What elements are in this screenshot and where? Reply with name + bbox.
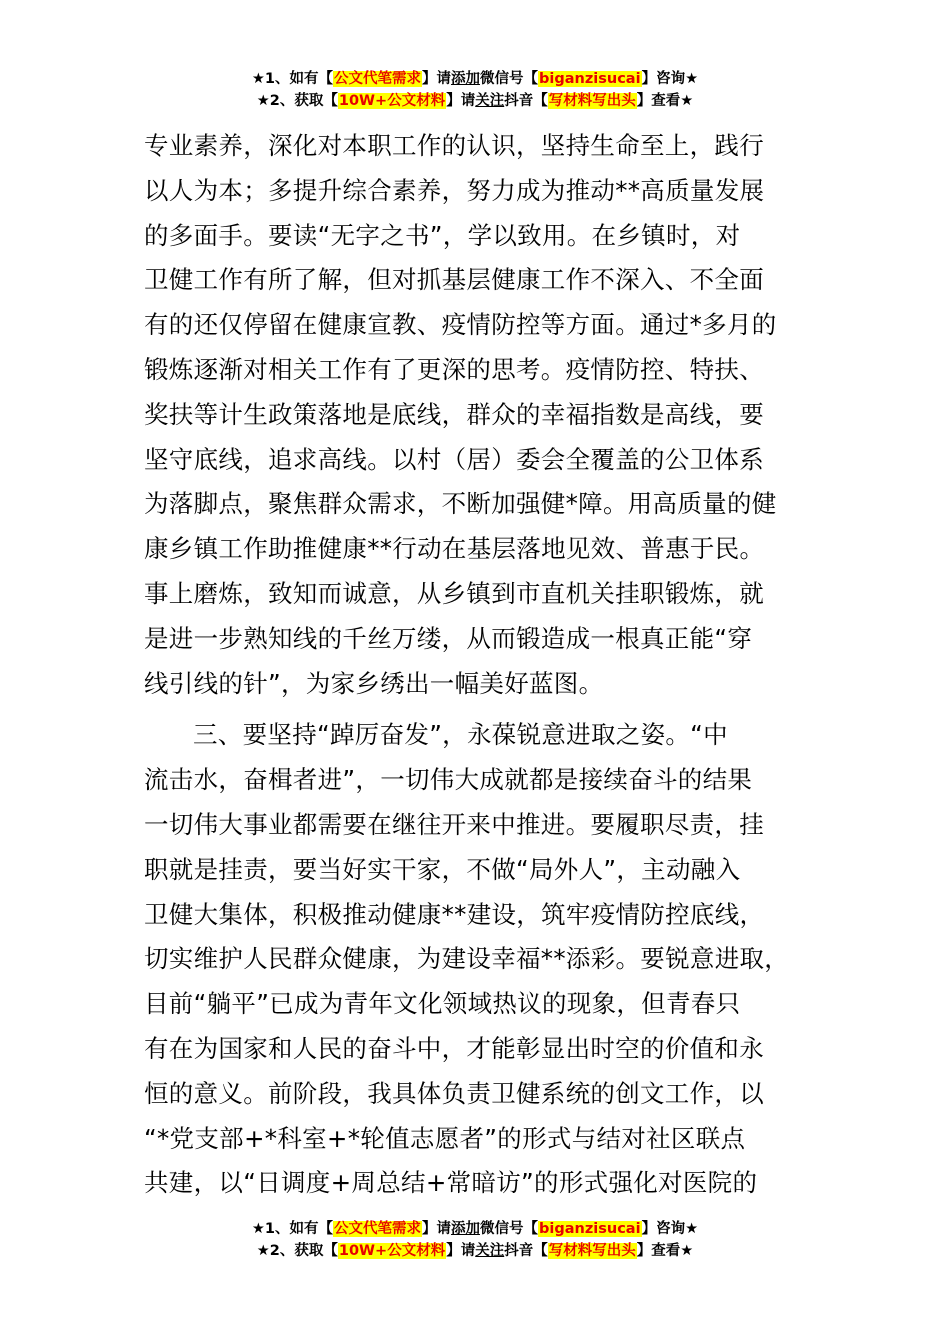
paragraph-1 xyxy=(144,124,834,706)
highlight-text: 10W+公文材料 xyxy=(338,1243,446,1259)
banner-line-1: ★1、如有【公文代笔需求】请添加微信号【biganzisucai】咨询★ xyxy=(251,71,699,87)
banner-line-2: ★2、获取【10W+公文材料】请关注抖音【写材料写出头】查看★ xyxy=(256,1243,694,1259)
text-line: 目前“躺平”已成为青年文化领域热议的现象，但青春只 xyxy=(144,989,741,1019)
text-line: 的多面手。要读“无字之书”，学以致用。在乡镇时，对 xyxy=(144,220,741,250)
text-line: 是进一步熟知线的千丝万缕，从而锻造成一根真正能“穿 xyxy=(144,623,753,653)
highlight-text: 写材料写出头 xyxy=(548,1243,636,1259)
text-line: 为落脚点，聚焦群众需求，不断加强健*障。用高质量的健 xyxy=(144,489,777,519)
highlight-text: 10W+公文材料 xyxy=(338,93,446,109)
text-line: 恒的意义。前阶段，我具体负责卫健系统的创文工作，以 xyxy=(144,1078,764,1108)
text-line: 三、要坚持“踔厉奋发”，永葆锐意进取之姿。“中 xyxy=(193,720,728,750)
text-line: 共建，以“日调度+周总结+常暗访”的形式强化对医院的 xyxy=(144,1168,758,1198)
paragraph-gap xyxy=(144,706,834,713)
text-line: 有的还仅停留在健康宣教、疫情防控等方面。通过*多月的 xyxy=(144,310,777,340)
highlight-text: 公文代笔需求 xyxy=(334,1221,422,1237)
footer-banner xyxy=(0,1218,950,1262)
banner-line-1: ★1、如有【公文代笔需求】请添加微信号【biganzisucai】咨询★ xyxy=(251,1221,699,1237)
text-line: 一切伟大事业都需要在继往开来中推进。要履职尽责，挂 xyxy=(144,809,764,839)
text-line: 线引线的针”，为家乡绣出一幅美好蓝图。 xyxy=(144,668,604,698)
text-line: 卫健大集体，积极推动健康**建设，筑牢疫情防控底线， xyxy=(144,899,765,929)
text-line: 卫健工作有所了解，但对抓基层健康工作不深入、不全面 xyxy=(144,265,764,295)
text-line: 职就是挂责，要当好实干家，不做“局外人”，主动融入 xyxy=(144,854,741,884)
text-line: 事上磨炼，致知而诚意，从乡镇到市直机关挂职锻炼，就 xyxy=(144,578,764,608)
text-line: 流击水，奋楫者进”，一切伟大成就都是接续奋斗的结果 xyxy=(144,765,753,795)
highlight-text: biganzisucai xyxy=(539,71,641,87)
text-line: 有在为国家和人民的奋斗中，才能彰显出时空的价值和永 xyxy=(144,1033,764,1063)
highlight-text: biganzisucai xyxy=(539,1221,641,1237)
text-line: 切实维护人民群众健康，为建设幸福**添彩。要锐意进取， xyxy=(144,944,790,974)
header-banner xyxy=(0,68,950,112)
text-line: “*党支部+*科室+*轮值志愿者”的形式与结对社区联点 xyxy=(144,1123,746,1153)
text-line: 坚守底线，追求高线。以村（居）委会全覆盖的公卫体系 xyxy=(144,444,764,474)
text-line: 专业素养，深化对本职工作的认识，坚持生命至上，践行 xyxy=(144,131,764,160)
highlight-text: 写材料写出头 xyxy=(548,93,636,109)
text-line: 锻炼逐渐对相关工作有了更深的思考。疫情防控、特扶、 xyxy=(144,354,764,384)
text-line: 以人为本；多提升综合素养，努力成为推动**高质量发展 xyxy=(144,175,765,205)
document-body xyxy=(144,124,834,1206)
text-line: 康乡镇工作助推健康**行动在基层落地见效、普惠于民。 xyxy=(144,534,765,564)
paragraph-2 xyxy=(144,713,834,1206)
text-line: 奖扶等计生政策落地是底线，群众的幸福指数是高线，要 xyxy=(144,399,764,429)
highlight-text: 公文代笔需求 xyxy=(334,71,422,87)
banner-line-2: ★2、获取【10W+公文材料】请关注抖音【写材料写出头】查看★ xyxy=(256,93,694,109)
